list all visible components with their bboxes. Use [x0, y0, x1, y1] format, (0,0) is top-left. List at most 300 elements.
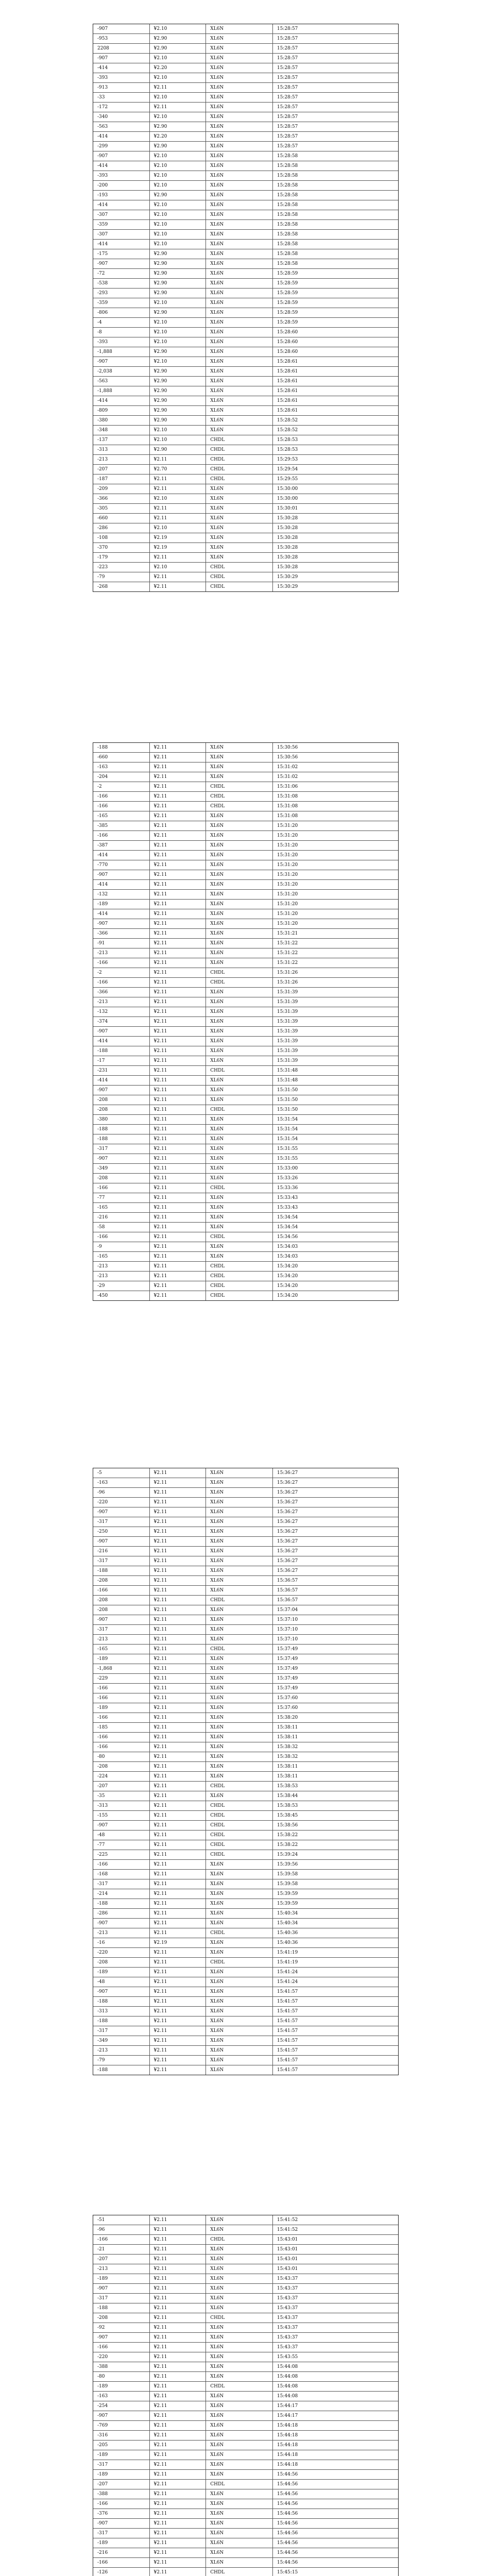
quantity-cell: -96: [93, 2225, 150, 2234]
table-row: [93, 1860, 398, 1870]
price-cell: ¥2.11: [150, 2382, 207, 2391]
quantity-cell: -163: [93, 1478, 150, 1487]
time-cell: 15:44:18: [277, 2423, 298, 2428]
quantity-cell: -132: [93, 890, 150, 899]
table-row: [93, 122, 398, 132]
code-cell: XL6N: [206, 988, 273, 997]
time-cell: 15:28:58: [277, 232, 298, 237]
code-cell: XL6N: [206, 1703, 273, 1713]
code-cell: CHDL: [206, 563, 273, 572]
table-row: [93, 792, 398, 802]
time-cell: 15:31:06: [277, 784, 298, 789]
table-row: [93, 1566, 398, 1576]
price-cell: ¥2.20: [150, 63, 207, 73]
table-row: [93, 1017, 398, 1027]
time-cell: 15:36:27: [277, 1568, 298, 1573]
code-cell: XL6N: [206, 2323, 273, 2332]
time-cell: 15:30:01: [277, 506, 298, 511]
price-cell: ¥2.11: [150, 1977, 207, 1987]
quantity-cell: -907: [93, 1086, 150, 1095]
table-row: [93, 743, 398, 753]
time-cell: 15:44:08: [277, 2384, 298, 2389]
table-row: [93, 1007, 398, 1017]
price-cell: ¥2.11: [150, 1517, 207, 1527]
table-row: [93, 1527, 398, 1537]
quantity-cell: -166: [93, 1742, 150, 1752]
quantity-cell: -163: [93, 762, 150, 772]
table-row: [93, 2421, 398, 2431]
quantity-cell: -317: [93, 2529, 150, 2538]
table-row: [93, 2215, 398, 2225]
table-row: [93, 1625, 398, 1635]
code-cell: XL6N: [206, 919, 273, 928]
time-cell: 15:37:10: [277, 1617, 298, 1622]
table-row: [93, 142, 398, 151]
time-cell: 15:31:39: [277, 999, 298, 1005]
code-cell: XL6N: [206, 890, 273, 899]
time-cell: 15:38:20: [277, 1715, 298, 1720]
table-row: [93, 181, 398, 191]
price-cell: ¥2.11: [150, 2450, 207, 2460]
time-cell: 15:34:20: [277, 1274, 298, 1279]
table-row: [93, 474, 398, 484]
table-row: [93, 1674, 398, 1684]
time-cell: 15:37:10: [277, 1637, 298, 1642]
table-row: [93, 298, 398, 308]
quantity-cell: -224: [93, 1772, 150, 1781]
quantity-cell: -172: [93, 103, 150, 112]
table-row: [93, 1488, 398, 1498]
price-cell: ¥2.11: [150, 870, 207, 879]
quantity-cell: -188: [93, 1899, 150, 1908]
price-cell: ¥2.11: [150, 2255, 207, 2264]
price-cell: ¥2.11: [150, 1066, 207, 1075]
code-cell: XL6N: [206, 220, 273, 229]
code-cell: XL6N: [206, 851, 273, 860]
code-cell: XL6N: [206, 821, 273, 831]
code-cell: XL6N: [206, 386, 273, 396]
price-cell: ¥2.11: [150, 2065, 207, 2075]
time-cell: 15:38:45: [277, 1813, 298, 1818]
code-cell: XL6N: [206, 2007, 273, 2016]
table-row: [93, 2392, 398, 2401]
price-cell: ¥2.11: [150, 1684, 207, 1693]
table-row: [93, 484, 398, 494]
table-row: [93, 753, 398, 762]
price-cell: ¥2.11: [150, 2313, 207, 2323]
table-row: [93, 54, 398, 63]
price-cell: ¥2.11: [150, 2499, 207, 2509]
quantity-cell: -187: [93, 474, 150, 484]
price-cell: ¥2.11: [150, 2225, 207, 2234]
price-cell: ¥2.90: [150, 44, 207, 53]
price-cell: ¥2.11: [150, 1654, 207, 1664]
price-cell: ¥2.11: [150, 2007, 207, 2016]
quantity-cell: -907: [93, 1154, 150, 1163]
time-cell: 15:37:04: [277, 1607, 298, 1613]
table-row: [93, 782, 398, 792]
quantity-cell: -907: [93, 2284, 150, 2293]
time-cell: 15:36:57: [277, 1598, 298, 1603]
code-cell: CHDL: [206, 1596, 273, 1605]
quantity-cell: -414: [93, 132, 150, 141]
code-cell: XL6N: [206, 308, 273, 317]
time-cell: 15:38:11: [277, 1774, 298, 1779]
code-cell: XL6N: [206, 2352, 273, 2362]
quantity-cell: -907: [93, 259, 150, 268]
table-row: [93, 1596, 398, 1605]
price-cell: ¥2.11: [150, 2480, 207, 2489]
code-cell: XL6N: [206, 240, 273, 249]
table-row: [93, 1223, 398, 1232]
quantity-cell: -313: [93, 2007, 150, 2016]
quantity-cell: -450: [93, 1291, 150, 1300]
quantity-cell: -208: [93, 1596, 150, 1605]
table-row: [93, 1693, 398, 1703]
code-cell: XL6N: [206, 1586, 273, 1595]
code-cell: CHDL: [206, 582, 273, 591]
table-row: [93, 1586, 398, 1596]
code-cell: XL6N: [206, 533, 273, 543]
code-cell: XL6N: [206, 772, 273, 782]
time-cell: 15:31:20: [277, 911, 298, 917]
price-cell: ¥2.11: [150, 2470, 207, 2479]
code-cell: XL6N: [206, 1948, 273, 1957]
table-row: [93, 860, 398, 870]
price-cell: ¥2.10: [150, 494, 207, 503]
time-cell: 15:31:20: [277, 882, 298, 887]
time-cell: 15:34:54: [277, 1225, 298, 1230]
table-row: [93, 1086, 398, 1095]
code-cell: CHDL: [206, 1840, 273, 1850]
price-cell: ¥2.11: [150, 1645, 207, 1654]
table-row: [93, 1547, 398, 1556]
time-cell: 15:30:28: [277, 545, 298, 550]
code-cell: CHDL: [206, 1782, 273, 1791]
quantity-cell: -8: [93, 328, 150, 337]
quantity-cell: -166: [93, 2235, 150, 2244]
code-cell: XL6N: [206, 929, 273, 938]
price-cell: ¥2.11: [150, 1566, 207, 1575]
code-cell: XL6N: [206, 762, 273, 772]
code-cell: XL6N: [206, 2026, 273, 2036]
table-row: [93, 44, 398, 54]
quantity-cell: -268: [93, 582, 150, 591]
time-cell: 15:28:58: [277, 202, 298, 208]
table-row: [93, 1213, 398, 1223]
time-cell: 15:39:58: [277, 1872, 298, 1877]
code-cell: XL6N: [206, 494, 273, 503]
table-row: [93, 63, 398, 73]
code-cell: XL6N: [206, 1654, 273, 1664]
quantity-cell: -660: [93, 753, 150, 762]
quantity-cell: -189: [93, 2470, 150, 2479]
table-row: [93, 2450, 398, 2460]
price-cell: ¥2.11: [150, 1252, 207, 1261]
time-cell: 15:38:53: [277, 1803, 298, 1808]
time-cell: 15:41:57: [277, 2028, 298, 2033]
quantity-cell: -193: [93, 191, 150, 200]
code-cell: XL6N: [206, 1625, 273, 1634]
time-cell: 15:34:03: [277, 1254, 298, 1259]
time-cell: 15:30:29: [277, 584, 298, 589]
time-cell: 15:28:57: [277, 124, 298, 129]
table-row: [93, 2558, 398, 2568]
time-cell: 15:30:28: [277, 555, 298, 560]
table-row: [93, 455, 398, 465]
price-cell: ¥2.11: [150, 851, 207, 860]
time-cell: 15:44:56: [277, 2531, 298, 2536]
time-cell: 15:40:36: [277, 1940, 298, 1945]
table-row: [93, 988, 398, 997]
price-cell: ¥2.11: [150, 2411, 207, 2420]
time-cell: 15:44:17: [277, 2403, 298, 2409]
time-cell: 15:31:39: [277, 1009, 298, 1014]
price-cell: ¥2.19: [150, 1938, 207, 1947]
time-cell: 15:41:57: [277, 2058, 298, 2063]
price-cell: ¥2.90: [150, 259, 207, 268]
quantity-cell: -208: [93, 1958, 150, 1967]
code-cell: XL6N: [206, 2362, 273, 2371]
code-cell: XL6N: [206, 1909, 273, 1918]
table-row: [93, 2509, 398, 2519]
price-cell: ¥2.11: [150, 1086, 207, 1095]
table-row: [93, 2255, 398, 2264]
code-cell: XL6N: [206, 1870, 273, 1879]
price-cell: ¥2.11: [150, 1017, 207, 1026]
quantity-cell: -317: [93, 2460, 150, 2469]
price-cell: ¥2.90: [150, 347, 207, 357]
quantity-cell: -216: [93, 1213, 150, 1222]
code-cell: XL6N: [206, 1576, 273, 1585]
table-row: [93, 1997, 398, 2007]
code-cell: CHDL: [206, 2568, 273, 2576]
quantity-cell: -380: [93, 1115, 150, 1124]
price-cell: ¥2.11: [150, 958, 207, 968]
table-row: [93, 308, 398, 318]
price-cell: ¥2.11: [150, 1742, 207, 1752]
quantity-cell: -216: [93, 2548, 150, 2557]
code-cell: XL6N: [206, 1889, 273, 1899]
price-cell: ¥2.11: [150, 1193, 207, 1202]
time-cell: 15:38:11: [277, 1725, 298, 1730]
time-cell: 15:43:37: [277, 2325, 298, 2330]
price-cell: ¥2.10: [150, 210, 207, 219]
time-cell: 15:30:28: [277, 565, 298, 570]
quantity-cell: -316: [93, 2431, 150, 2440]
price-cell: ¥2.11: [150, 743, 207, 752]
quantity-cell: -207: [93, 2480, 150, 2489]
table-row: [93, 328, 398, 337]
price-cell: ¥2.11: [150, 968, 207, 977]
code-cell: XL6N: [206, 997, 273, 1007]
code-cell: XL6N: [206, 44, 273, 53]
code-cell: CHDL: [206, 1958, 273, 1967]
time-cell: 15:31:39: [277, 1048, 298, 1054]
price-cell: ¥2.20: [150, 132, 207, 141]
quantity-cell: -907: [93, 870, 150, 879]
quantity-cell: -208: [93, 1105, 150, 1114]
price-cell: ¥2.11: [150, 1674, 207, 1683]
table-row: [93, 2026, 398, 2036]
table-row: [93, 83, 398, 93]
time-cell: 15:28:58: [277, 154, 298, 159]
time-cell: 15:44:18: [277, 2433, 298, 2438]
code-cell: XL6N: [206, 406, 273, 415]
price-cell: ¥2.11: [150, 909, 207, 919]
time-cell: 15:43:01: [277, 2266, 298, 2272]
time-cell: 15:31:20: [277, 853, 298, 858]
table-row: [93, 171, 398, 181]
time-cell: 15:43:37: [277, 2286, 298, 2291]
quantity-cell: -809: [93, 406, 150, 415]
code-cell: XL6N: [206, 1684, 273, 1693]
table-row: [93, 563, 398, 572]
code-cell: XL6N: [206, 1517, 273, 1527]
table-row: [93, 543, 398, 553]
table-row: [93, 1791, 398, 1801]
quantity-cell: -213: [93, 1262, 150, 1271]
code-cell: XL6N: [206, 142, 273, 151]
price-cell: ¥2.11: [150, 1164, 207, 1173]
code-cell: XL6N: [206, 1674, 273, 1683]
price-cell: ¥2.10: [150, 112, 207, 122]
code-cell: XL6N: [206, 1742, 273, 1752]
quantity-cell: -317: [93, 1879, 150, 1889]
table-row: [93, 1291, 398, 1300]
quantity-cell: -907: [93, 54, 150, 63]
table-row: [93, 93, 398, 103]
time-cell: 15:31:08: [277, 814, 298, 819]
time-cell: 15:44:18: [277, 2462, 298, 2467]
table-row: [93, 2568, 398, 2576]
table-row: [93, 191, 398, 200]
code-cell: XL6N: [206, 958, 273, 968]
quantity-cell: -208: [93, 1762, 150, 1771]
code-cell: XL6N: [206, 1664, 273, 1673]
price-cell: ¥2.11: [150, 939, 207, 948]
table-row: [93, 2519, 398, 2529]
time-cell: 15:29:53: [277, 457, 298, 462]
price-cell: ¥2.11: [150, 890, 207, 899]
quantity-cell: -165: [93, 1252, 150, 1261]
time-cell: 15:43:01: [277, 2237, 298, 2242]
code-cell: XL6N: [206, 1213, 273, 1222]
time-cell: 15:31:08: [277, 794, 298, 799]
code-cell: XL6N: [206, 181, 273, 190]
price-cell: ¥2.11: [150, 1272, 207, 1281]
price-cell: ¥2.10: [150, 318, 207, 327]
table-row: [93, 1056, 398, 1066]
quantity-cell: -166: [93, 2558, 150, 2567]
time-cell: 15:36:27: [277, 1470, 298, 1476]
code-cell: XL6N: [206, 249, 273, 259]
quantity-cell: -313: [93, 445, 150, 454]
table-row: [93, 406, 398, 416]
time-cell: 15:33:36: [277, 1185, 298, 1191]
table-row: [93, 1821, 398, 1831]
code-cell: XL6N: [206, 1605, 273, 1615]
quantity-cell: -414: [93, 63, 150, 73]
table-row: [93, 1076, 398, 1086]
quantity-cell: -189: [93, 900, 150, 909]
table-row: [93, 1645, 398, 1654]
code-cell: XL6N: [206, 210, 273, 219]
code-cell: XL6N: [206, 1566, 273, 1575]
code-cell: CHDL: [206, 1821, 273, 1830]
price-cell: ¥2.10: [150, 93, 207, 102]
time-cell: 15:33:26: [277, 1176, 298, 1181]
price-cell: ¥2.11: [150, 1958, 207, 1967]
quantity-cell: -189: [93, 2382, 150, 2391]
price-cell: ¥2.10: [150, 426, 207, 435]
price-cell: ¥2.11: [150, 1547, 207, 1556]
table-row: [93, 1115, 398, 1125]
quantity-cell: -29: [93, 1281, 150, 1291]
time-cell: 15:31:02: [277, 765, 298, 770]
time-cell: 15:33:43: [277, 1195, 298, 1200]
time-cell: 15:43:55: [277, 2354, 298, 2360]
code-cell: XL6N: [206, 2441, 273, 2450]
code-cell: XL6N: [206, 2558, 273, 2567]
table-row: [93, 2245, 398, 2255]
price-cell: ¥2.11: [150, 978, 207, 987]
quantity-cell: -188: [93, 2303, 150, 2313]
quantity-cell: -366: [93, 988, 150, 997]
price-cell: ¥2.11: [150, 762, 207, 772]
quantity-cell: -77: [93, 1193, 150, 1202]
code-cell: CHDL: [206, 455, 273, 464]
time-cell: 15:44:08: [277, 2394, 298, 2399]
code-cell: XL6N: [206, 2431, 273, 2440]
time-cell: 15:31:20: [277, 843, 298, 848]
time-cell: 15:43:01: [277, 2257, 298, 2262]
price-cell: ¥2.11: [150, 1664, 207, 1673]
quantity-cell: -188: [93, 1046, 150, 1056]
quantity-cell: -286: [93, 1909, 150, 1918]
price-cell: ¥2.10: [150, 151, 207, 161]
table-row: [93, 1203, 398, 1213]
price-cell: ¥2.11: [150, 2036, 207, 2045]
quantity-cell: -414: [93, 1037, 150, 1046]
quantity-cell: -166: [93, 958, 150, 968]
code-cell: XL6N: [206, 543, 273, 552]
table-row: [93, 523, 398, 533]
table-row: [93, 1987, 398, 1997]
code-cell: XL6N: [206, 948, 273, 958]
quantity-cell: -393: [93, 73, 150, 82]
price-cell: ¥2.10: [150, 73, 207, 82]
quantity-cell: -414: [93, 396, 150, 405]
code-cell: XL6N: [206, 1154, 273, 1163]
table-row: [93, 1095, 398, 1105]
code-cell: XL6N: [206, 2016, 273, 2026]
quantity-cell: -96: [93, 1488, 150, 1497]
table-row: [93, 357, 398, 367]
quantity-cell: -188: [93, 1134, 150, 1144]
table-row: [93, 1164, 398, 1174]
table-row: [93, 2016, 398, 2026]
table-row: [93, 1664, 398, 1674]
price-cell: ¥2.11: [150, 792, 207, 801]
price-cell: ¥2.11: [150, 1007, 207, 1016]
time-cell: 15:43:37: [277, 2296, 298, 2301]
table-row: [93, 1850, 398, 1860]
code-cell: XL6N: [206, 743, 273, 752]
code-cell: XL6N: [206, 1086, 273, 1095]
price-cell: ¥2.90: [150, 367, 207, 376]
price-cell: ¥2.11: [150, 1596, 207, 1605]
